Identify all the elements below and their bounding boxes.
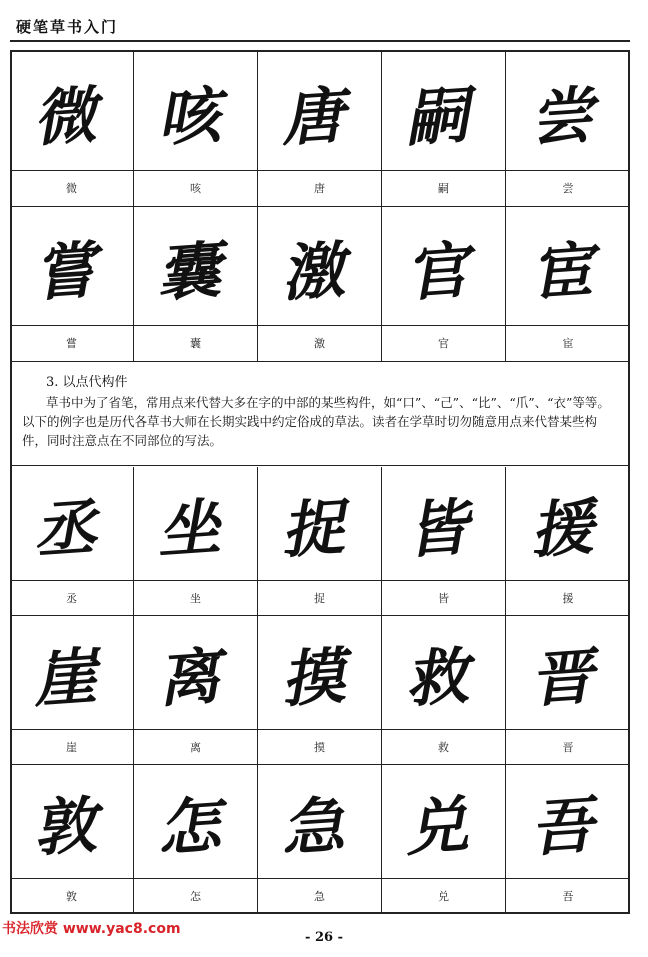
character-cell <box>258 52 382 207</box>
cursive-glyph: 嗣 <box>404 77 481 155</box>
book-title: 硬笔草书入门 <box>16 18 119 36</box>
character-cell <box>258 467 382 616</box>
cursive-glyph: 摸 <box>280 638 357 717</box>
cursive-glyph: 激 <box>280 232 357 310</box>
character-cell <box>382 467 506 616</box>
cursive-glyph: 宦 <box>529 232 606 310</box>
character-cell <box>382 52 506 207</box>
character-caption: 嗣 <box>438 182 449 195</box>
character-cell <box>134 52 258 207</box>
character-caption: 晋 <box>562 740 574 754</box>
character-cell <box>382 207 506 362</box>
character-cell <box>382 616 506 765</box>
cursive-glyph: 囊 <box>156 232 233 310</box>
cursive-glyph: 怎 <box>156 787 233 866</box>
cursive-glyph-box <box>134 765 257 879</box>
character-caption: 丞 <box>66 591 77 605</box>
character-cell <box>506 467 630 616</box>
character-caption: 微 <box>66 182 77 195</box>
cursive-glyph: 敦 <box>32 787 109 866</box>
cursive-glyph: 兑 <box>404 787 481 866</box>
character-cell <box>134 467 258 616</box>
character-caption: 嘗 <box>66 337 77 350</box>
character-caption: 兑 <box>438 889 449 903</box>
cursive-glyph-box <box>10 207 133 326</box>
character-caption: 崖 <box>66 740 77 754</box>
cursive-glyph: 捉 <box>280 489 357 568</box>
cursive-glyph-box <box>10 52 133 171</box>
cursive-glyph: 吾 <box>529 787 606 866</box>
cursive-glyph: 晋 <box>529 638 606 717</box>
character-caption: 救 <box>438 740 449 754</box>
character-grid-bottom <box>10 467 630 913</box>
cursive-glyph: 丞 <box>32 489 109 568</box>
character-cell <box>10 765 134 914</box>
page-header <box>10 14 630 42</box>
character-caption: 敦 <box>66 889 77 903</box>
page-number: - 26 - <box>305 930 343 945</box>
cursive-glyph: 微 <box>32 77 109 155</box>
cursive-glyph-box <box>10 765 133 879</box>
character-cell <box>134 616 258 765</box>
character-grid-top <box>10 52 630 364</box>
cursive-glyph-box <box>258 52 381 171</box>
cursive-glyph: 嘗 <box>32 232 109 310</box>
section-text <box>10 365 630 466</box>
character-cell <box>10 207 134 362</box>
cursive-glyph: 官 <box>404 232 481 310</box>
character-cell <box>258 765 382 914</box>
cursive-glyph: 援 <box>529 489 606 568</box>
cursive-glyph-box <box>134 616 257 730</box>
cursive-glyph-box <box>382 616 505 730</box>
cursive-glyph-box <box>134 467 257 581</box>
character-caption: 援 <box>562 591 574 605</box>
cursive-glyph-box <box>506 616 630 730</box>
character-caption: 激 <box>314 337 325 350</box>
character-cell <box>258 616 382 765</box>
cursive-glyph-box <box>382 765 505 879</box>
cursive-glyph: 坐 <box>156 489 233 568</box>
site-watermark: 书法欣赏 www.yac8.com <box>2 921 181 937</box>
cursive-glyph: 离 <box>156 638 233 717</box>
section-title: 3. 以点代构件 <box>46 375 128 390</box>
character-caption: 捉 <box>314 591 325 605</box>
character-caption: 宦 <box>562 337 574 350</box>
character-caption: 怎 <box>190 889 201 903</box>
cursive-glyph-box <box>506 765 630 879</box>
cursive-glyph-box <box>382 207 505 326</box>
cursive-glyph-box <box>10 616 133 730</box>
character-cell <box>134 765 258 914</box>
cursive-glyph: 尝 <box>529 77 606 155</box>
cursive-glyph: 皆 <box>404 489 481 568</box>
cursive-glyph-box <box>258 765 381 879</box>
cursive-glyph: 崖 <box>32 638 109 717</box>
character-caption: 坐 <box>190 591 201 605</box>
section-paragraph: 草书中为了省笔，常用点来代替大多在字的中部的某些构件，如“口”、“己”、“比”、“爪”、“衣”等等。以下的例字也是历代各草书大师在长期实践中约定俗成的草法。读者在学草时切勿随意用点来代替某些构件，同时注意点在不同部位的写法。 <box>22 395 610 448</box>
character-caption: 皆 <box>438 591 449 605</box>
character-caption: 官 <box>438 337 449 350</box>
cursive-glyph-box <box>258 467 381 581</box>
cursive-glyph-box <box>506 467 630 581</box>
cursive-glyph-box <box>134 52 257 171</box>
cursive-glyph-box <box>134 207 257 326</box>
cursive-glyph-box <box>506 52 630 171</box>
cursive-glyph: 救 <box>404 638 481 717</box>
cursive-glyph-box <box>258 207 381 326</box>
character-caption: 摸 <box>314 740 325 754</box>
character-caption: 唐 <box>314 182 325 195</box>
cursive-glyph-box <box>382 467 505 581</box>
cursive-glyph: 咳 <box>156 77 233 155</box>
character-cell <box>10 52 134 207</box>
character-cell <box>506 765 630 914</box>
character-caption: 咳 <box>190 182 201 195</box>
character-caption: 吾 <box>562 889 574 903</box>
character-cell <box>506 52 630 207</box>
cursive-glyph-box <box>10 467 133 581</box>
character-cell <box>10 467 134 616</box>
cursive-glyph: 唐 <box>280 77 357 155</box>
character-caption: 尝 <box>562 182 574 195</box>
cursive-glyph-box <box>506 207 630 326</box>
character-cell <box>506 207 630 362</box>
character-cell <box>10 616 134 765</box>
cursive-glyph: 急 <box>280 787 357 866</box>
character-cell <box>134 207 258 362</box>
character-cell <box>258 207 382 362</box>
character-cell <box>382 765 506 914</box>
cursive-glyph-box <box>382 52 505 171</box>
character-cell <box>506 616 630 765</box>
character-caption: 离 <box>190 740 201 754</box>
character-caption: 急 <box>314 889 325 903</box>
character-caption: 囊 <box>190 337 201 350</box>
cursive-glyph-box <box>258 616 381 730</box>
